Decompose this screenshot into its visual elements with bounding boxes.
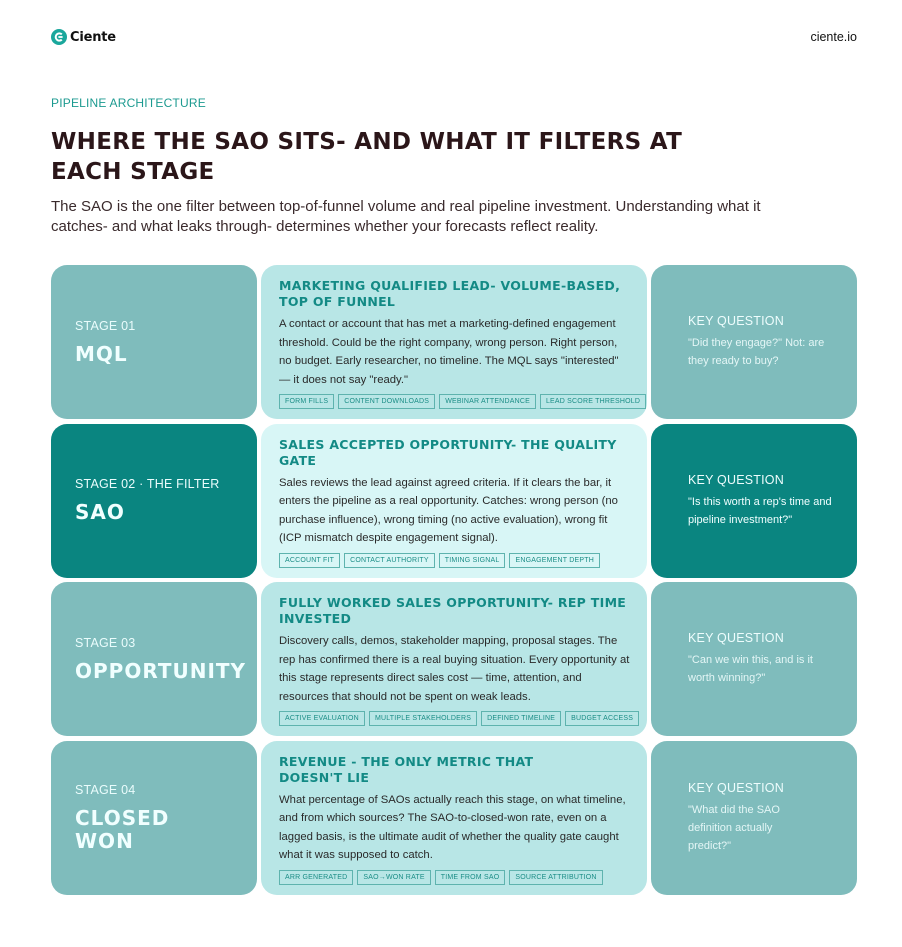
signal-tags <box>279 711 634 726</box>
signal-tag: TIMING SIGNAL <box>439 553 506 568</box>
stage-card-closed-won <box>51 741 257 895</box>
site-url-link[interactable]: ciente.io <box>810 30 857 44</box>
description-title: FULLY WORKED SALES OPPORTUNITY- REP TIME INVESTED <box>279 595 627 626</box>
key-question-card <box>651 424 857 578</box>
key-question-text: "Did they engage?" Not: are they ready to buy? <box>688 337 825 367</box>
key-question-card <box>651 741 857 895</box>
description-body: A contact or account that has met a marketing-defined engagement threshold. Could be the right company, wrong person. Right person, no budget. Early researcher, no timeline. The MQL says "interested" — it does not say "ready." <box>279 318 619 386</box>
stage-row-sao <box>51 424 857 578</box>
stage-description-card <box>261 424 647 578</box>
key-question-card <box>651 265 857 419</box>
signal-tag: ENGAGEMENT DEPTH <box>509 553 600 568</box>
stage-row-mql <box>51 265 857 419</box>
description-title: MARKETING QUALIFIED LEAD- VOLUME-BASED, TOP OF FUNNEL <box>279 278 621 309</box>
key-question-text: "What did the SAO definition actually predict?" <box>688 803 780 852</box>
stage-label: STAGE 02 · THE FILTER <box>75 477 220 491</box>
stage-label: STAGE 01 <box>75 318 136 333</box>
stage-label: STAGE 03 <box>75 635 136 650</box>
stage-row-opportunity <box>51 582 857 736</box>
stage-name: MQL <box>75 341 128 366</box>
stage-description-card <box>261 582 647 736</box>
stage-label: STAGE 04 <box>75 782 136 797</box>
ciente-logo-icon <box>51 29 67 45</box>
signal-tag: FORM FILLS <box>279 394 334 409</box>
stage-name: OPPORTUNITY <box>75 658 247 683</box>
stage-card-mql <box>51 265 257 419</box>
description-title: SALES ACCEPTED OPPORTUNITY- THE QUALITY GATE <box>279 436 617 468</box>
description-body: Discovery calls, demos, stakeholder mapping, proposal stages. The rep has confirmed there is a real buying situation. Every opportunity at this stage represents direct sales cost — time, attention, and resources that should not be spent on weak leads. <box>279 635 630 703</box>
stage-description-card <box>261 265 647 419</box>
key-question-label: KEY QUESTION <box>688 631 784 645</box>
signal-tag: CONTENT DOWNLOADS <box>338 394 435 409</box>
description-body: Sales reviews the lead against agreed criteria. If it clears the bar, it enters the pipeline as a real opportunity. Catches: wrong person (no purchase influence), wrong timing (no active evaluation), wrong fit (ICP mismatch despite engagement signal). <box>279 476 618 544</box>
signal-tag: DEFINED TIMELINE <box>481 711 561 726</box>
stage-name: CLOSED WON <box>75 805 170 853</box>
top-bar <box>51 27 857 47</box>
page-subtitle: The SAO is the one filter between top-of-funnel volume and real pipeline investment. Understanding what it catches- and what leaks through- determines whether your forecasts reflect reality. <box>51 198 761 235</box>
signal-tag: ACCOUNT FIT <box>279 553 340 568</box>
description-body: What percentage of SAOs actually reach this stage, on what timeline, and from which sources? The SAO-to-closed-won rate, even on a lagged basis, is the ultimate audit of whether the quality gate caught what it was supposed to catch. <box>279 793 626 861</box>
signal-tag: TIME FROM SAO <box>435 870 506 885</box>
signal-tags <box>279 394 641 409</box>
key-question-label: KEY QUESTION <box>688 314 784 328</box>
signal-tag: MULTIPLE STAKEHOLDERS <box>369 711 477 726</box>
signal-tags <box>279 553 631 568</box>
key-question-card <box>651 582 857 736</box>
key-question-label: KEY QUESTION <box>688 472 784 487</box>
key-question-text: "Is this worth a rep's time and pipeline investment?" <box>688 495 832 526</box>
brand-name: Ciente <box>70 29 116 45</box>
page-title: WHERE THE SAO SITS- AND WHAT IT FILTERS AT EACH STAGE <box>51 129 683 185</box>
signal-tag: ACTIVE EVALUATION <box>279 711 365 726</box>
signal-tag: SOURCE ATTRIBUTION <box>509 870 602 885</box>
signal-tag: BUDGET ACCESS <box>565 711 639 726</box>
signal-tag: LEAD SCORE THRESHOLD <box>540 394 646 409</box>
stage-card-opportunity <box>51 582 257 736</box>
signal-tag: WEBINAR ATTENDANCE <box>439 394 536 409</box>
description-title: REVENUE - THE ONLY METRIC THAT DOESN'T LIE <box>279 753 534 785</box>
signal-tag: ARR GENERATED <box>279 870 353 885</box>
stage-description-card <box>261 741 647 895</box>
stage-name: SAO <box>75 500 125 524</box>
signal-tag: CONTACT AUTHORITY <box>344 553 435 568</box>
stage-grid <box>51 265 857 899</box>
key-question-text: "Can we win this, and is it worth winning?" <box>688 654 813 684</box>
stage-card-sao <box>51 424 257 578</box>
signal-tags <box>279 870 631 885</box>
key-question-label: KEY QUESTION <box>688 780 784 795</box>
stage-row-closed-won <box>51 741 857 895</box>
signal-tag: SAO→WON RATE <box>357 870 430 885</box>
section-eyebrow: PIPELINE ARCHITECTURE <box>51 96 206 110</box>
brand-logo[interactable] <box>51 29 116 45</box>
